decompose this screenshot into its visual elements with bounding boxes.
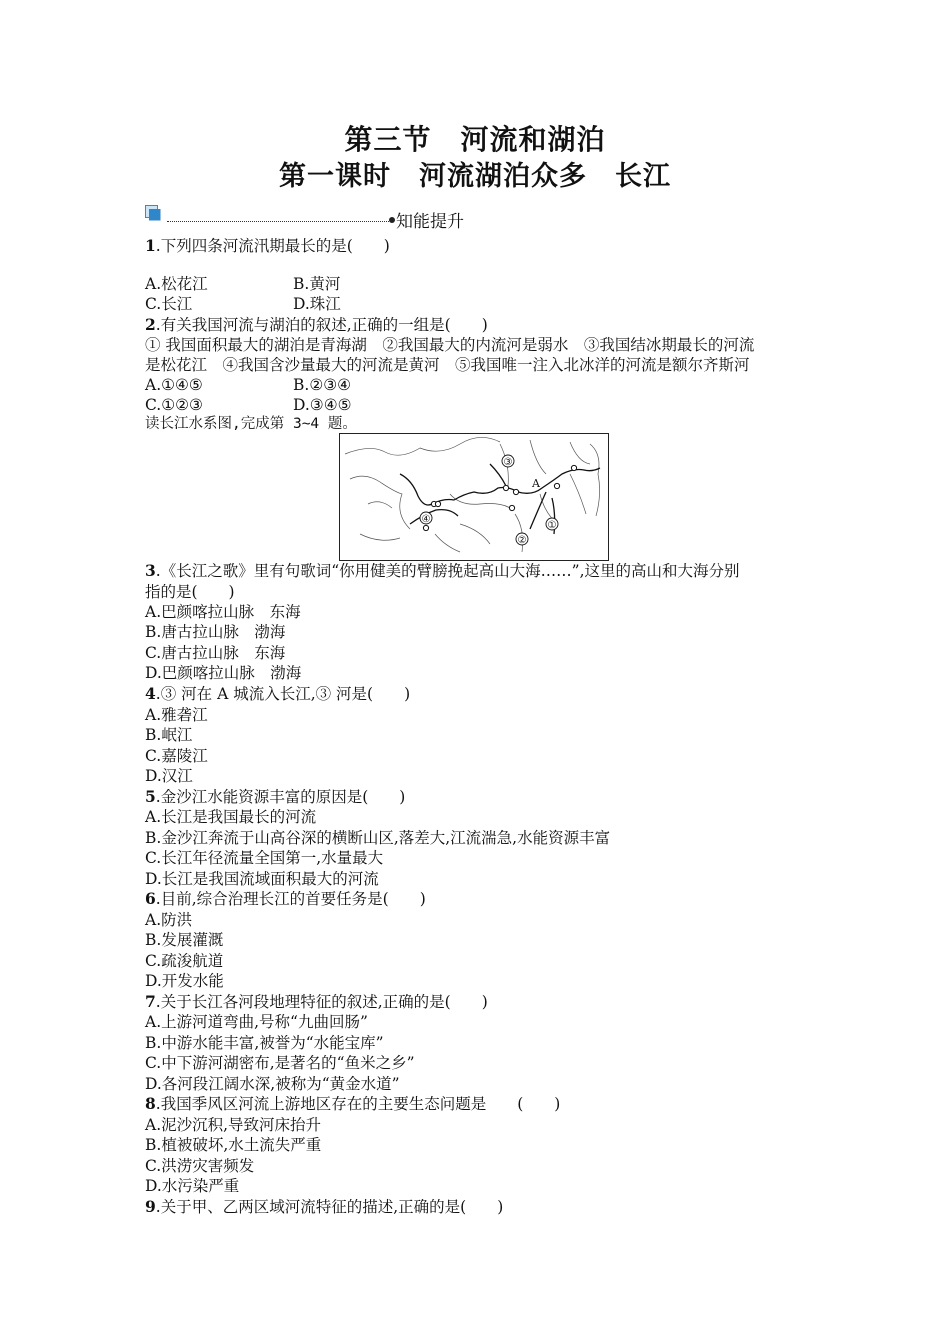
question-2-stem: 2.有关我国河流与湖泊的叙述,正确的一组是( )	[145, 315, 488, 334]
question-3-stem: 3.《长江之歌》里有句歌词“你用健美的臂膀挽起高山大海……”,这里的高山和大海分别	[145, 561, 740, 580]
question-7-option-b: B.中游水能丰富,被誉为“水能宝库”	[145, 1034, 384, 1052]
section-box-icon	[145, 205, 161, 221]
question-5-option-a: A.长江是我国最长的河流	[145, 808, 317, 826]
page-subtitle: 第一课时 河流湖泊众多 长江	[279, 161, 671, 192]
question-4-option-d: D.汉江	[145, 767, 193, 785]
section-dotted-line	[167, 221, 389, 222]
question-2-statements-1: ① 我国面积最大的湖泊是青海湖 ②我国最大的内流河是弱水 ③我国结冰期最长的河流	[145, 336, 755, 354]
question-5-option-c: C.长江年径流量全国第一,水量最大	[145, 849, 384, 867]
question-2-statements-2: 是松花江 ④我国含沙量最大的河流是黄河 ⑤我国唯一注入北冰洋的河流是额尔齐斯河	[145, 356, 750, 374]
question-2-option-b: B.②③④	[293, 376, 352, 394]
question-4-stem: 4.③ 河在 A 城流入长江,③ 河是( )	[145, 684, 411, 703]
map-label-4: ④	[421, 514, 431, 525]
question-9-stem: 9.关于甲、乙两区域河流特征的描述,正确的是( )	[145, 1197, 504, 1216]
question-8-option-b: B.植被破坏,水土流失严重	[145, 1136, 322, 1154]
section-label: 知能提升	[396, 212, 464, 232]
question-1-option-b: B.黄河	[293, 275, 341, 293]
question-8-option-d: D.水污染严重	[145, 1177, 240, 1195]
map-intro: 读长江水系图,完成第 3~4 题。	[145, 416, 357, 432]
map-label-2: ②	[517, 535, 527, 546]
question-6-option-c: C.疏浚航道	[145, 952, 224, 970]
map-label-1: ①	[547, 520, 557, 531]
question-3-option-c: C.唐古拉山脉 东海	[145, 644, 286, 662]
question-3-option-b: B.唐古拉山脉 渤海	[145, 623, 286, 641]
question-8-option-c: C.洪涝灾害频发	[145, 1157, 255, 1175]
question-7-option-c: C.中下游河湖密布,是著名的“鱼米之乡”	[145, 1054, 415, 1072]
question-7-option-a: A.上游河道弯曲,号称“九曲回肠”	[145, 1013, 368, 1031]
question-6-option-a: A.防洪	[145, 911, 193, 929]
question-5-option-d: D.长江是我国流域面积最大的河流	[145, 870, 379, 888]
question-8-stem: 8.我国季风区河流上游地区存在的主要生态问题是 ( )	[145, 1094, 561, 1113]
yangtze-river-map	[339, 433, 609, 561]
question-5-option-b: B.金沙江奔流于山高谷深的横断山区,落差大,江流湍急,水能资源丰富	[145, 829, 611, 847]
question-6-option-d: D.开发水能	[145, 972, 224, 990]
question-1-option-a: A.松花江	[145, 275, 208, 293]
question-2-option-a: A.①④⑤	[145, 376, 203, 394]
question-4-option-b: B.岷江	[145, 726, 193, 744]
question-6-stem: 6.目前,综合治理长江的首要任务是( )	[145, 889, 426, 908]
question-2-option-d: D.③④⑤	[293, 396, 352, 414]
question-7-stem: 7.关于长江各河段地理特征的叙述,正确的是( )	[145, 992, 488, 1011]
question-1-stem: 1.下列四条河流汛期最长的是( )	[145, 236, 390, 255]
question-2-option-c: C.①②③	[145, 396, 203, 414]
map-label-a: A	[532, 477, 540, 490]
question-1-option-c: C.长江	[145, 295, 193, 313]
question-4-option-c: C.嘉陵江	[145, 747, 208, 765]
section-header	[145, 203, 475, 231]
question-3-stem-cont: 指的是( )	[145, 583, 235, 601]
question-5-stem: 5.金沙江水能资源丰富的原因是( )	[145, 787, 406, 806]
section-bullet	[389, 217, 395, 223]
map-label-3: ③	[503, 457, 513, 468]
question-1-option-d: D.珠江	[293, 295, 341, 313]
question-6-option-b: B.发展灌溉	[145, 931, 224, 949]
question-3-option-d: D.巴颜喀拉山脉 渤海	[145, 664, 302, 682]
question-4-option-a: A.雅砻江	[145, 706, 208, 724]
question-7-option-d: D.各河段江阔水深,被称为“黄金水道”	[145, 1075, 400, 1093]
question-3-option-a: A.巴颜喀拉山脉 东海	[145, 603, 301, 621]
question-8-option-a: A.泥沙沉积,导致河床抬升	[145, 1116, 322, 1134]
page-title: 第三节 河流和湖泊	[344, 123, 606, 156]
